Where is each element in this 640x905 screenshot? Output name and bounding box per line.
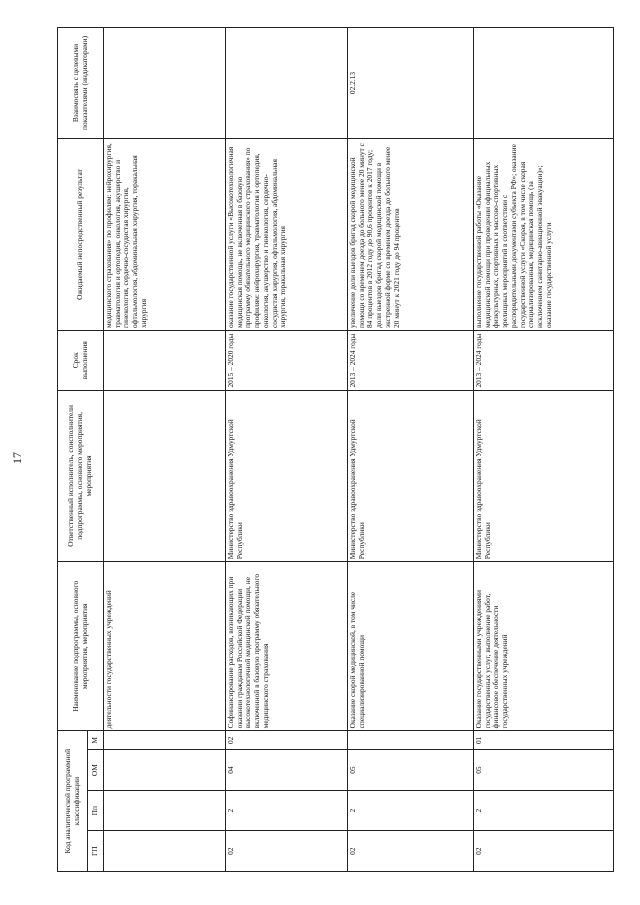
- cell-gp: [104, 831, 226, 872]
- cell-om: [104, 750, 226, 791]
- cell-name: Оказание скорой медицинской, в том числе специализированной помощи: [348, 562, 474, 731]
- cell-relation: [226, 28, 348, 139]
- cell-responsible: Министерство здравоохранения Удмуртской Республики: [474, 390, 614, 562]
- cell-result: увеличение доли выездов бригад скорой медицинской помощи со временем доезда до больного менее 20 минут с 84 процентов в 2012 году до 90,6 процентов к 2017 году; доли выездов бригад скорой медицинской помощи в экстренной форме со временем доезда до больного менее 20 минут к 2021 году до 94 процентов: [348, 138, 474, 330]
- cell-name: деятельности государственных учреждений: [104, 562, 226, 731]
- cell-om: 04: [226, 750, 348, 791]
- cell-responsible: Министерство здравоохранения Удмуртской Республики: [348, 390, 474, 562]
- header-name: Наименование подпрограммы, основного мероприятия, мероприятия: [58, 562, 104, 731]
- cell-name: Софинансирование расходов, возникающих при оказании гражданам Российской Федерации высокотехнологичной медицинской помощи, не включенной в базовую программу обязательного медицинского страхования: [226, 562, 348, 731]
- header-pp: Пп: [88, 790, 104, 831]
- cell-responsible: Министерство здравоохранения Удмуртской Республики: [226, 390, 348, 562]
- header-term: Срок выполнения: [58, 331, 104, 391]
- cell-pp: 2: [226, 790, 348, 831]
- table-row: [226, 28, 348, 872]
- cell-gp: 02: [226, 831, 348, 872]
- cell-result: медицинского страхования» по профилям: нейрохирургия, травматология и ортопедия, онкология, акушерство и гинекология, сердечно-сосудистая хирургия, офтальмология, абдоминальная хирургия, торакальная хирургия: [104, 138, 226, 330]
- cell-relation: [104, 28, 226, 139]
- cell-pp: [104, 790, 226, 831]
- cell-result: оказание государственной услуги «Высокотехнологичная медицинская помощь, не включенная в базовую программу обязательного медицинского страхования» по профилям: нейрохирургия, травматология и ортопедия, онкология, акушерство и гинекология, сердечно-сосудистая хирургия, офтальмология, абдоминальная хирургия, торакальная хирургия: [226, 138, 348, 330]
- cell-term: 2015 – 2020 годы: [226, 331, 348, 391]
- program-table: [57, 27, 614, 872]
- header-gp: ГП: [88, 831, 104, 872]
- table-row: [474, 28, 614, 872]
- cell-pp: 2: [348, 790, 474, 831]
- header-om: ОМ: [88, 750, 104, 791]
- header-result: Ожидаемый непосредственный результат: [58, 138, 104, 330]
- page-number: 17: [10, 452, 24, 464]
- cell-name: Оказание государственными учреждениями государственных услуг, выполнение работ, финансовое обеспечение деятельности государственных учреждений: [474, 562, 614, 731]
- cell-gp: 02: [348, 831, 474, 872]
- cell-om: 05: [474, 750, 614, 791]
- cell-term: [104, 331, 226, 391]
- cell-responsible: [104, 390, 226, 562]
- cell-term: 2013 – 2024 годы: [348, 331, 474, 391]
- cell-m: [104, 731, 226, 750]
- header-code-group: Код аналитической программной классификации: [58, 731, 88, 872]
- table-row: [348, 28, 474, 872]
- cell-term: 2013 – 2024 годы: [474, 331, 614, 391]
- cell-relation: 02.2.13: [348, 28, 474, 139]
- cell-gp: 02: [474, 831, 614, 872]
- header-responsible: Ответственный исполнитель, соисполнители подпрограммы, основного мероприятия, мероприятия: [58, 390, 104, 562]
- header-m: М: [88, 731, 104, 750]
- cell-m: 01: [474, 731, 614, 750]
- cell-pp: 2: [474, 790, 614, 831]
- cell-m: [348, 731, 474, 750]
- table-row: [104, 28, 226, 872]
- cell-relation: [474, 28, 614, 139]
- header-relation: Взаимосвязь с целевыми показателями (индикаторами): [58, 28, 104, 139]
- cell-om: 05: [348, 750, 474, 791]
- cell-m: 02: [226, 731, 348, 750]
- cell-result: выполнение государственной работы «Оказание медицинской помощи при проведении официальных физкультурных, спортивных и массово-спортивных зрелищных мероприятий в соответствии с распорядительными документами субъекта РФ»; оказание государственной услуги «Скорая, в том числе скорая специализированная, медицинская помощь (за исключением санитарно-авиационной эвакуации)»; оказание государственной услуги: [474, 138, 614, 330]
